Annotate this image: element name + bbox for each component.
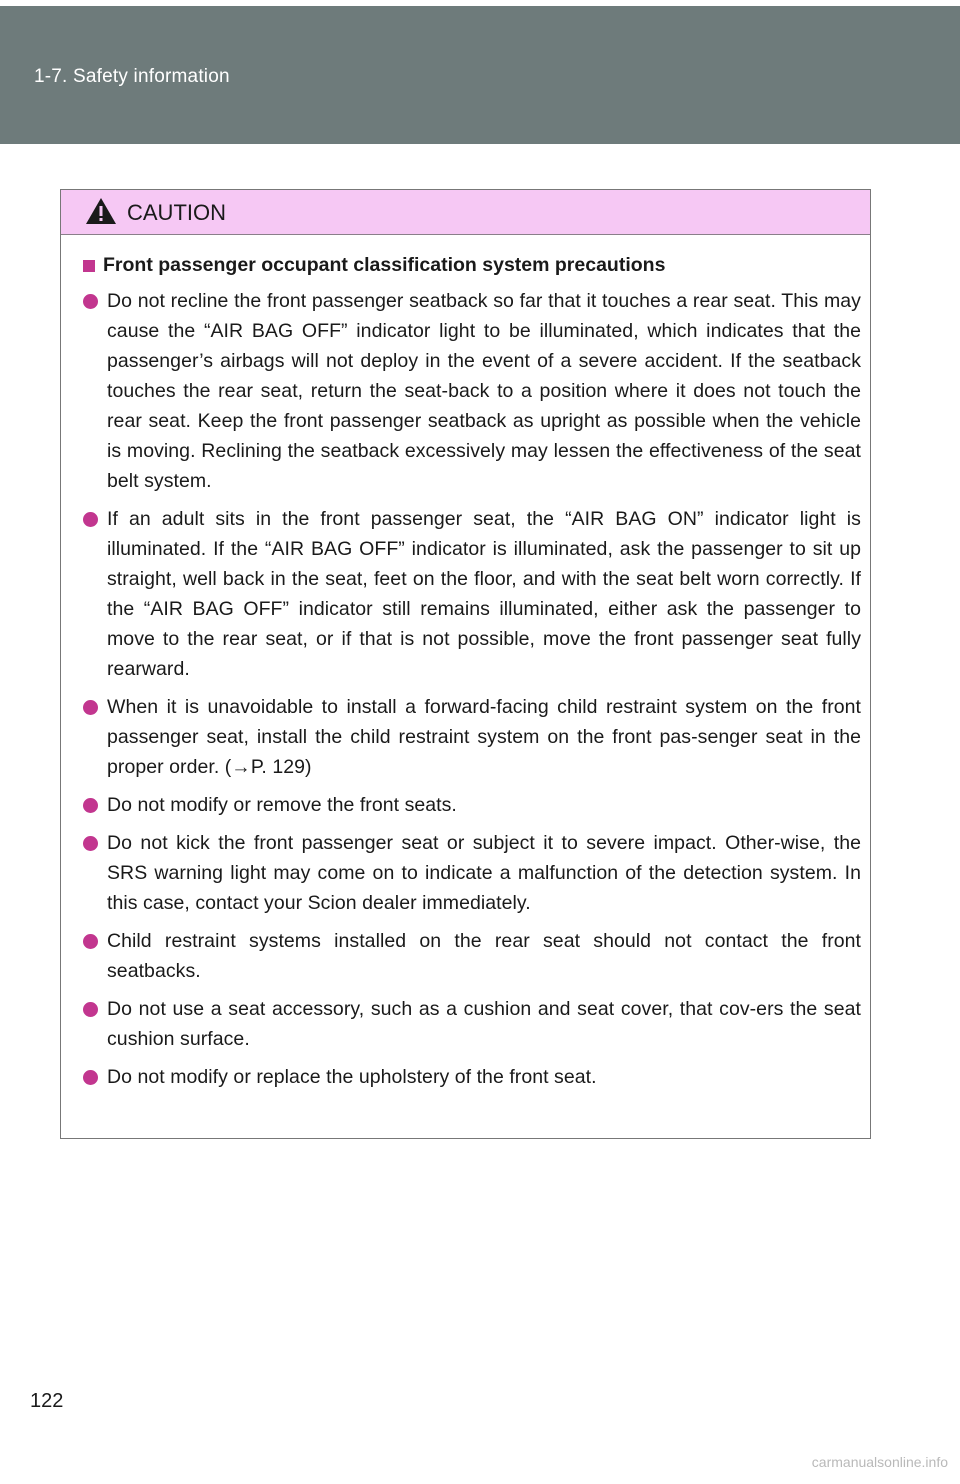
bullet-dot-icon [83,294,98,309]
caution-item-list [83,286,861,1100]
list-item-text: Do not modify or remove the front seats. [107,794,457,816]
section-title: 1-7. Safety information [34,66,230,87]
bullet-dot-icon [83,1070,98,1085]
list-item [83,828,861,918]
list-item-text: When it is unavoidable to install a forward-facing child restraint system on the front passenger seat, install the child restraint system on the front pas-senger seat in the proper order. (→P. 129) [107,696,861,778]
page-number: 122 [30,1390,64,1412]
list-item-text: Do not kick the front passenger seat or subject it to severe impact. Other-wise, the SRS warning light may come on to indicate a malfunction of the detection system. In this case, contact your Scion dealer immediately. [107,832,861,914]
square-bullet-icon [83,260,95,272]
caution-box [60,189,871,1139]
warning-triangle-icon [84,196,118,226]
bullet-dot-icon [83,700,98,715]
list-item-text: Do not use a seat accessory, such as a cushion and seat cover, that cov-ers the seat cushion surface. [107,998,861,1050]
caution-label: CAUTION [127,200,226,225]
watermark: carmanualsonline.info [811,1454,948,1470]
list-item-text: Do not recline the front passenger seatback so far that it touches a rear seat. This may cause the “AIR BAG OFF” indicator light to be illuminated, which indicates that the passenger’s airbags will not deploy in the event of a severe accident. If the seatback touches the rear seat, return the seat-back to a position where it does not touch the rear seat. Keep the front passenger seatback as upright as possible when the vehicle is moving. Reclining the seatback excessively may lessen the effectiveness of the seat belt system. [107,290,861,492]
list-item [83,926,861,986]
caution-header [61,190,870,235]
bullet-dot-icon [83,1002,98,1017]
list-item [83,692,861,782]
list-item [83,286,861,496]
bullet-dot-icon [83,512,98,527]
bullet-dot-icon [83,836,98,851]
bullet-dot-icon [83,934,98,949]
list-item [83,994,861,1054]
caution-topic [83,254,665,277]
page-header [0,6,960,144]
list-item-text: Child restraint systems installed on the rear seat should not contact the front seatbacks. [107,930,861,982]
list-item-text: Do not modify or replace the upholstery of the front seat. [107,1066,597,1088]
list-item-text: If an adult sits in the front passenger seat, the “AIR BAG ON” indicator light is illuminated. If the “AIR BAG OFF” indicator is illuminated, ask the passenger to sit up straight, well back in the seat, feet on the floor, and with the seat belt worn correctly. If the “AIR BAG OFF” indicator still remains illuminated, either ask the passenger to move to the rear seat, or if that is not possible, move the front passenger seat fully rearward. [107,508,861,680]
list-item [83,790,861,820]
bullet-dot-icon [83,798,98,813]
caution-topic-text: Front passenger occupant classification system precautions [103,254,666,276]
list-item [83,504,861,684]
list-item [83,1062,861,1092]
